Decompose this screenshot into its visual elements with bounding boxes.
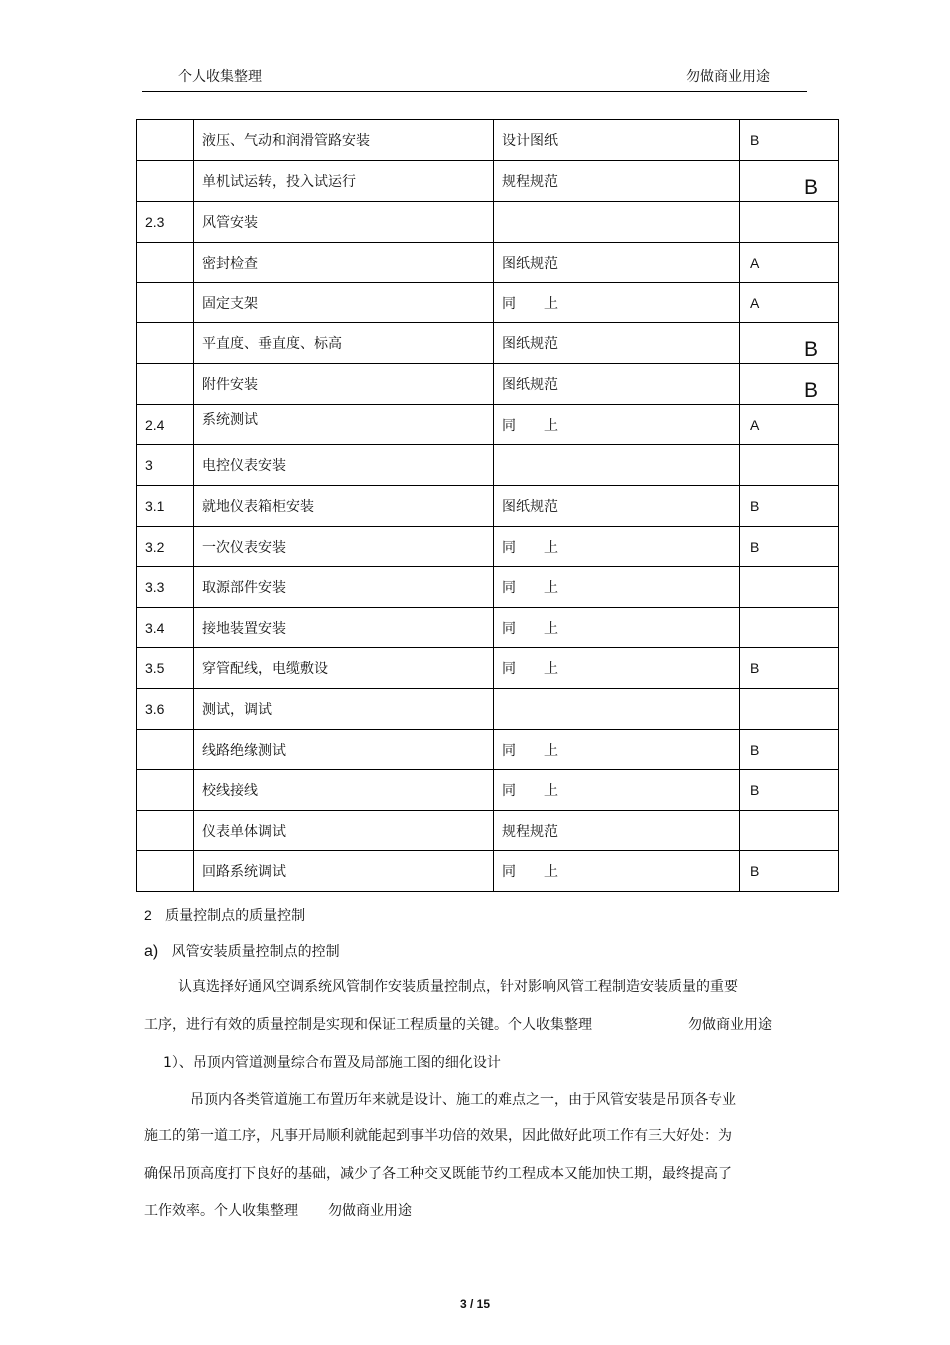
row-grade: B [740, 364, 839, 405]
table-row [137, 608, 839, 648]
row-item: 固定支架 [194, 283, 494, 323]
row-item: 平直度、垂直度、标高 [194, 323, 494, 364]
row-item: 仪表单体调试 [194, 811, 494, 851]
table-row [137, 323, 839, 364]
paragraph-1-line-1: 认真选择好通风空调系统风管制作安装质量控制点，针对影响风管工程制造安装质量的重要 [178, 979, 738, 995]
row-grade: A [740, 243, 839, 283]
row-item: 一次仪表安装 [194, 527, 494, 567]
row-item: 线路绝缘测试 [194, 730, 494, 770]
page-number: 3 / 15 [459, 1297, 491, 1311]
row-grade: B [740, 120, 839, 161]
row-number: 2.4 [137, 405, 194, 445]
page-header-right: 勿做商业用途 [686, 69, 770, 85]
row-number: 3 [137, 445, 194, 486]
table-row [137, 486, 839, 527]
row-number: 3.5 [137, 648, 194, 689]
subsection-heading: a) 风管安装质量控制点的控制 [144, 943, 340, 960]
row-number: 3.3 [137, 567, 194, 608]
row-grade [740, 567, 839, 608]
row-item: 穿管配线，电缆敷设 [194, 648, 494, 689]
row-basis: 同 上 [494, 851, 740, 892]
row-grade [740, 608, 839, 648]
row-number [137, 811, 194, 851]
row-grade: B [740, 770, 839, 811]
row-grade: B [740, 851, 839, 892]
row-grade: B [740, 486, 839, 527]
row-number [137, 770, 194, 811]
header-divider [142, 91, 807, 92]
row-number: 2.3 [137, 202, 194, 243]
row-item: 测试，调试 [194, 689, 494, 730]
paragraph-1-line-2: 工序，进行有效的质量控制是实现和保证工程质量的关键。个人收集整理 勿做商业用途 [144, 1017, 772, 1033]
table-row [137, 567, 839, 608]
row-item: 风管安装 [194, 202, 494, 243]
row-grade: A [740, 283, 839, 323]
row-number [137, 851, 194, 892]
row-number [137, 364, 194, 405]
row-basis [494, 445, 740, 486]
row-number [137, 243, 194, 283]
table-row [137, 770, 839, 811]
row-number: 3.6 [137, 689, 194, 730]
quality-control-table [136, 119, 839, 892]
page-header-left: 个人收集整理 [178, 69, 262, 85]
row-basis: 同 上 [494, 527, 740, 567]
row-basis: 规程规范 [494, 161, 740, 202]
table-row [137, 445, 839, 486]
row-item: 液压、气动和润滑管路安装 [194, 120, 494, 161]
row-number: 3.4 [137, 608, 194, 648]
table-row [137, 161, 839, 202]
paragraph-2-line-3: 确保吊顶高度打下良好的基础，减少了各工种交叉既能节约工程成本又能加快工期，最终提高了 [144, 1166, 732, 1182]
table-row [137, 689, 839, 730]
table-row [137, 811, 839, 851]
row-grade: A [740, 405, 839, 445]
row-grade [740, 689, 839, 730]
row-basis: 同 上 [494, 770, 740, 811]
table-row [137, 851, 839, 892]
row-basis: 图纸规范 [494, 364, 740, 405]
row-number [137, 730, 194, 770]
row-number [137, 120, 194, 161]
table-row [137, 730, 839, 770]
row-number: 3.2 [137, 527, 194, 567]
row-number [137, 161, 194, 202]
table-row [137, 243, 839, 283]
row-number: 3.1 [137, 486, 194, 527]
row-item: 回路系统调试 [194, 851, 494, 892]
table-row [137, 364, 839, 405]
row-grade: B [740, 527, 839, 567]
row-item: 系统测试 [194, 405, 494, 445]
row-basis [494, 202, 740, 243]
table-row [137, 527, 839, 567]
row-basis: 图纸规范 [494, 323, 740, 364]
row-basis [494, 689, 740, 730]
row-item: 附件安装 [194, 364, 494, 405]
row-item: 单机试运转，投入试运行 [194, 161, 494, 202]
row-item: 接地装置安装 [194, 608, 494, 648]
row-basis: 图纸规范 [494, 486, 740, 527]
row-grade [740, 811, 839, 851]
row-basis: 同 上 [494, 567, 740, 608]
paragraph-2-line-1: 吊顶内各类管道施工布置历年来就是设计、施工的难点之一，由于风管安装是吊顶各专业 [190, 1092, 736, 1108]
row-basis: 同 上 [494, 730, 740, 770]
section-heading: 2 质量控制点的质量控制 [144, 907, 306, 924]
row-basis: 同 上 [494, 405, 740, 445]
row-item: 校线接线 [194, 770, 494, 811]
row-basis: 规程规范 [494, 811, 740, 851]
row-grade: B [740, 161, 839, 202]
row-number [137, 283, 194, 323]
table-row [137, 283, 839, 323]
row-basis: 同 上 [494, 608, 740, 648]
row-item: 取源部件安装 [194, 567, 494, 608]
row-basis: 同 上 [494, 648, 740, 689]
table-row [137, 202, 839, 243]
row-grade [740, 445, 839, 486]
row-grade: B [740, 323, 839, 364]
row-grade [740, 202, 839, 243]
item-1-heading: 1）、吊顶内管道测量综合布置及局部施工图的细化设计 [163, 1055, 501, 1071]
table-row [137, 405, 839, 445]
paragraph-2-line-2: 施工的第一道工序，凡事开局顺利就能起到事半功倍的效果，因此做好此项工作有三大好处：为 [144, 1128, 732, 1144]
row-item: 电控仪表安装 [194, 445, 494, 486]
row-number [137, 323, 194, 364]
row-item: 就地仪表箱柜安装 [194, 486, 494, 527]
row-basis: 设计图纸 [494, 120, 740, 161]
row-grade: B [740, 648, 839, 689]
row-item: 密封检查 [194, 243, 494, 283]
table-row [137, 648, 839, 689]
row-basis: 图纸规范 [494, 243, 740, 283]
row-basis: 同 上 [494, 283, 740, 323]
table-row [137, 120, 839, 161]
row-grade: B [740, 730, 839, 770]
paragraph-2-line-4: 工作效率。个人收集整理 勿做商业用途 [144, 1203, 412, 1219]
